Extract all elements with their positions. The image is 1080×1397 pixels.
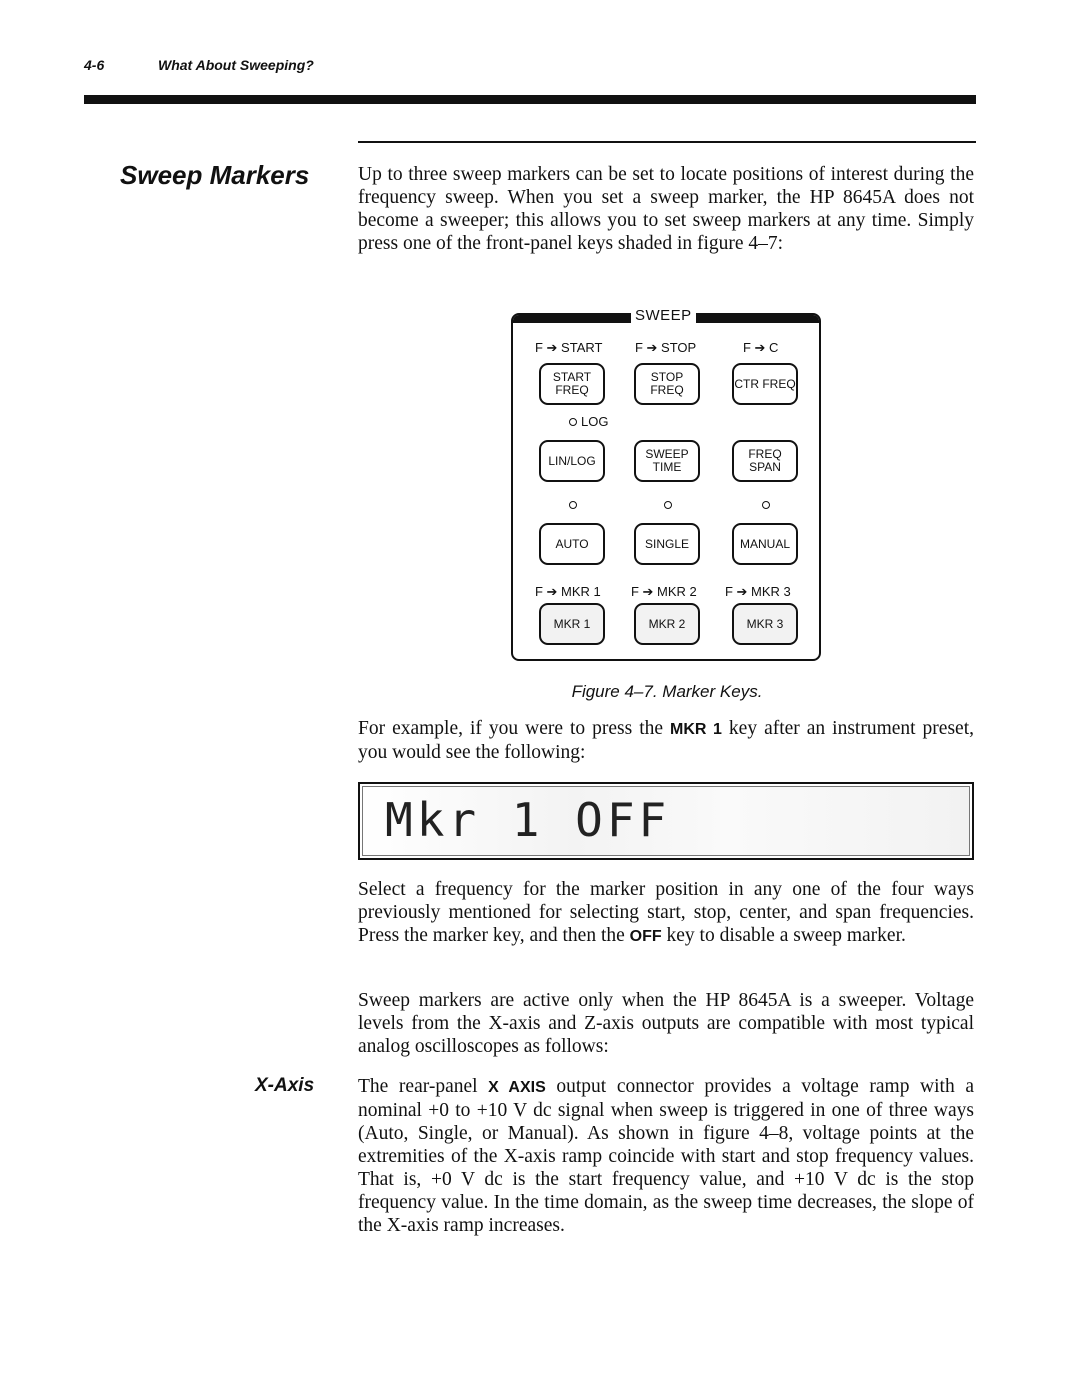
auto-key[interactable]: AUTO — [539, 523, 605, 565]
header-rule — [84, 95, 976, 104]
xaxis-paragraph: The rear-panel X AXIS output connector provides a voltage ramp with a nominal +0 to +10 V dc signal when sweep is triggered in one of three ways (Auto, Single, or Manual). As shown in figure 4–8, voltage points at the extremities of the X-axis ramp coincide with start and stop frequency values. That is, +0 V dc is the start frequency value, and +10 V dc is the stop frequency value. In the time domain, as the sweep time decreases, the slope of the X-axis ramp increases. — [358, 1076, 974, 1236]
sweep-key-panel — [511, 307, 821, 661]
mkr3-key[interactable]: MKR 3 — [732, 603, 798, 645]
shift-label-mkr2: F ➔ MKR 2 — [631, 584, 697, 599]
log-indicator-led — [569, 418, 577, 426]
xaxis-subheading: X-Axis — [255, 1075, 315, 1096]
section-title: Sweep Markers — [120, 160, 310, 190]
select-paragraph: Select a frequency for the marker position in any one of the four ways previously mentioned for selecting start, stop, center, and span frequencies. Press the marker key, and then the OFF key to disable a sweep marker. — [358, 879, 974, 946]
intro-paragraph: Up to three sweep markers can be set to locate positions of interest during the frequency sweep. When you set a sweep marker, the HP 8645A does not become a sweeper; this allows you to set sweep markers at any time. Simply press one of the front-panel keys shaded in figure 4–7: — [358, 164, 974, 254]
manual-indicator-led — [762, 501, 770, 509]
mkr2-key[interactable]: MKR 2 — [634, 603, 700, 645]
shift-label-mkr3: F ➔ MKR 3 — [725, 584, 791, 599]
stop-freq-key[interactable]: STOP FREQ — [634, 363, 700, 405]
mkr1-key[interactable]: MKR 1 — [539, 603, 605, 645]
mkr1-key-ref: MKR 1 — [670, 721, 722, 738]
shift-label-center: F ➔ C — [743, 340, 779, 355]
example-paragraph: For example, if you were to press the MKR 1 key after an instrument preset, you would see the following: — [358, 718, 974, 763]
lin-log-key[interactable]: LIN/LOG — [539, 440, 605, 482]
running-title: What About Sweeping? — [158, 57, 314, 73]
single-indicator-led — [664, 501, 672, 509]
sweep-group-label: SWEEP — [631, 307, 696, 324]
figure-caption: Figure 4–7. Marker Keys. — [571, 682, 763, 701]
off-key-ref: OFF — [629, 928, 662, 945]
freq-span-key[interactable]: FREQ SPAN — [732, 440, 798, 482]
section-rule — [358, 141, 976, 143]
lcd-display — [358, 782, 974, 860]
manual-key[interactable]: MANUAL — [732, 523, 798, 565]
xaxis-key-ref: X AXIS — [488, 1079, 546, 1096]
sweep-time-key[interactable]: SWEEP TIME — [634, 440, 700, 482]
page-number: 4-6 — [84, 57, 105, 73]
shift-label-start: F ➔ START — [535, 340, 603, 355]
lcd-display-text: Mkr 1 OFF — [385, 793, 671, 847]
log-label: LOG — [581, 414, 609, 429]
active-paragraph: Sweep markers are active only when the HP 8645A is a sweeper. Voltage levels from the X-axis and Z-axis outputs are compatible with most typical analog oscilloscopes as follows: — [358, 990, 974, 1057]
auto-indicator-led — [569, 501, 577, 509]
single-key[interactable]: SINGLE — [634, 523, 700, 565]
start-freq-key[interactable]: START FREQ — [539, 363, 605, 405]
lcd-display-screen — [362, 786, 970, 856]
shift-label-mkr1: F ➔ MKR 1 — [535, 584, 601, 599]
ctr-freq-key[interactable]: CTR FREQ — [732, 363, 798, 405]
shift-label-stop: F ➔ STOP — [635, 340, 697, 355]
